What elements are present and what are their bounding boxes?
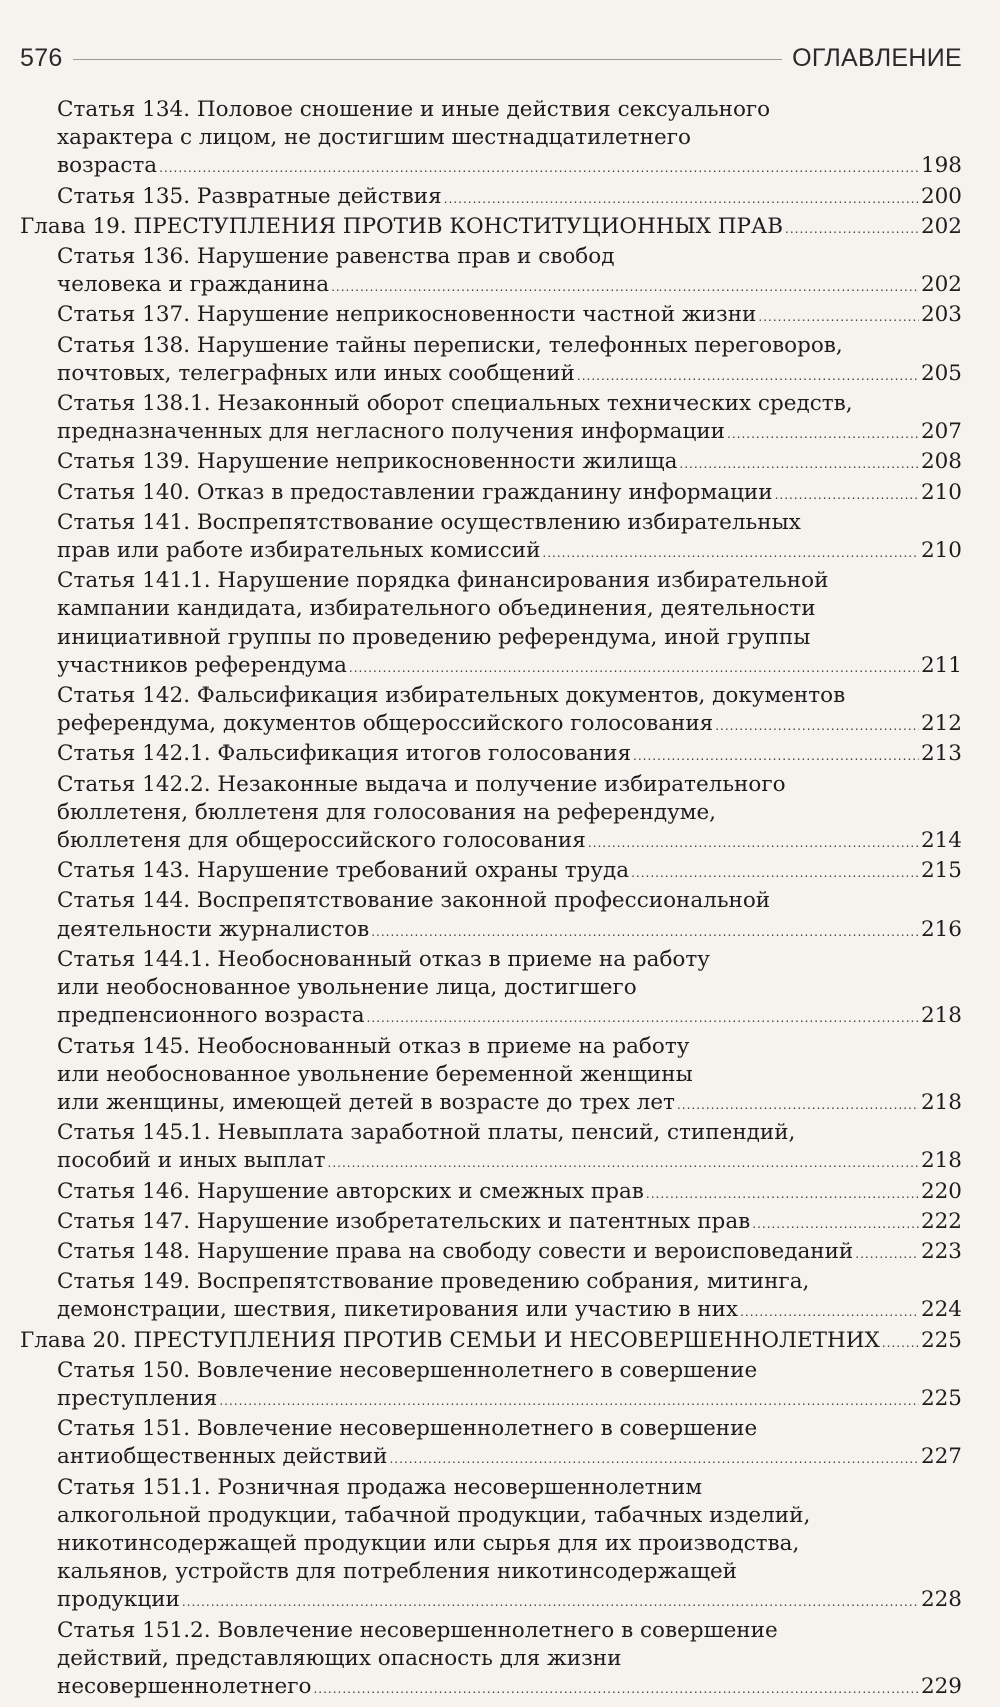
dot-leader bbox=[313, 1673, 918, 1703]
entry-page-number: 208 bbox=[920, 449, 962, 475]
entry-page-number: 203 bbox=[920, 302, 962, 328]
entry-title-line: Статья 139. Нарушение неприкосновенности жилища bbox=[57, 449, 678, 475]
toc-article-entry bbox=[20, 1119, 962, 1177]
entry-last-line bbox=[57, 1208, 962, 1238]
entry-page-number: 214 bbox=[920, 828, 962, 854]
entry-title-line: никотинсодержащей продукции или сырья для их производства, bbox=[57, 1530, 800, 1556]
toc-article-entry bbox=[20, 509, 962, 567]
entry-last-line bbox=[57, 1147, 962, 1177]
entry-title-line: Статья 149. Воспрепятствование проведению собрания, митинга, bbox=[57, 1269, 810, 1295]
toc-article-entry bbox=[20, 1033, 962, 1120]
entry-page-number: 213 bbox=[920, 741, 962, 767]
entry-page-number: 210 bbox=[920, 538, 962, 564]
toc-article-entry bbox=[20, 887, 962, 945]
toc-chapter-entry bbox=[20, 213, 962, 243]
toc-article-entry bbox=[20, 1617, 962, 1704]
section-title: ОГЛАВЛЕНИЕ bbox=[792, 44, 962, 72]
toc-article-entry bbox=[20, 1415, 962, 1473]
toc-article-entry bbox=[20, 682, 962, 740]
entry-title-line: Статья 142.2. Незаконные выдача и получение избирательного bbox=[57, 771, 786, 797]
dot-leader bbox=[389, 1443, 918, 1473]
entry-title-line: Статья 146. Нарушение авторских и смежных прав bbox=[57, 1178, 644, 1204]
entry-title-line: бюллетеня для общероссийского голосования bbox=[57, 828, 586, 854]
entry-last-line bbox=[57, 183, 962, 213]
entry-title-line: Глава 19. ПРЕСТУПЛЕНИЯ ПРОТИВ КОНСТИТУЦИОННЫХ ПРАВ bbox=[20, 213, 784, 239]
entry-last-line bbox=[57, 448, 962, 478]
entry-page-number: 225 bbox=[920, 1385, 962, 1411]
entry-title-line: антиобщественных действий bbox=[57, 1444, 388, 1470]
dot-leader bbox=[775, 479, 919, 509]
toc-article-entry bbox=[20, 301, 962, 331]
entry-last-line bbox=[57, 1443, 962, 1473]
toc-chapter-entry bbox=[20, 1327, 962, 1357]
entry-title-line: Глава 20. ПРЕСТУПЛЕНИЯ ПРОТИВ СЕМЬИ И НЕСОВЕРШЕННОЛЕТНИХ bbox=[20, 1327, 880, 1353]
entry-last-line bbox=[57, 479, 962, 509]
dot-leader bbox=[577, 360, 919, 390]
entry-page-number: 225 bbox=[920, 1327, 962, 1353]
entry-page-number: 215 bbox=[920, 858, 962, 884]
entry-title-line: Статья 141.1. Нарушение порядка финансирования избирательной bbox=[57, 568, 829, 594]
dot-leader bbox=[752, 1208, 919, 1238]
dot-leader bbox=[727, 418, 919, 448]
entry-title-line: кальянов, устройств для потребления никотинсодержащей bbox=[57, 1559, 738, 1585]
entry-last-line bbox=[57, 301, 962, 331]
dot-leader bbox=[542, 537, 919, 567]
entry-title-line: Статья 147. Нарушение изобретательских и патентных прав bbox=[57, 1208, 751, 1234]
entry-last-line bbox=[20, 213, 962, 243]
entry-last-line bbox=[57, 1002, 962, 1032]
entry-title-line: несовершеннолетнего bbox=[57, 1673, 312, 1699]
entry-last-line bbox=[57, 1385, 962, 1415]
entry-page-number: 229 bbox=[920, 1673, 962, 1699]
entry-title-line: или необоснованное увольнение лица, достигшего bbox=[57, 975, 637, 1001]
dot-leader bbox=[785, 213, 919, 243]
dot-leader bbox=[715, 710, 919, 740]
entry-title-line: или необоснованное увольнение беременной женщины bbox=[57, 1061, 693, 1087]
entry-title-line: Статья 134. Половое сношение и иные действия сексуального bbox=[57, 97, 771, 122]
entry-title-line: человека и гражданина bbox=[57, 272, 330, 298]
entry-title-line: Статья 135. Развратные действия bbox=[57, 183, 442, 209]
dot-leader bbox=[633, 740, 919, 770]
entry-title-line: референдума, документов общероссийского голосования bbox=[57, 711, 714, 737]
entry-title-line: инициативной группы по проведению референдума, иной группы bbox=[57, 624, 811, 650]
toc-article-entry bbox=[20, 857, 962, 887]
entry-title-line: демонстрации, шествия, пикетирования или участию в них bbox=[57, 1297, 739, 1323]
entry-last-line bbox=[57, 1089, 962, 1119]
toc-article-entry bbox=[20, 183, 962, 213]
entry-last-line bbox=[20, 1327, 962, 1357]
dot-leader bbox=[328, 1147, 919, 1177]
entry-title-line: участников референдума bbox=[57, 652, 347, 678]
entry-last-line bbox=[57, 360, 962, 390]
entry-title-line: Статья 145. Необоснованный отказ в приеме на работу bbox=[57, 1033, 690, 1059]
dot-leader bbox=[331, 271, 919, 301]
toc-article-entry bbox=[20, 1474, 962, 1617]
entry-page-number: 212 bbox=[920, 711, 962, 737]
entry-title-line: Статья 148. Нарушение права на свободу совести и вероисповеданий bbox=[57, 1238, 854, 1264]
dot-leader bbox=[219, 1385, 919, 1415]
dot-leader bbox=[679, 448, 919, 478]
entry-title-line: деятельности журналистов bbox=[57, 916, 370, 942]
toc-article-entry bbox=[20, 96, 962, 183]
entry-page-number: 222 bbox=[920, 1208, 962, 1234]
dot-leader bbox=[677, 1089, 919, 1119]
entry-title-line: продукции bbox=[57, 1587, 180, 1613]
running-header bbox=[20, 44, 962, 73]
entry-page-number: 223 bbox=[920, 1238, 962, 1264]
entry-title-line: предпенсионного возраста bbox=[57, 1003, 365, 1029]
entry-title-line: Статья 151.1. Розничная продажа несовершеннолетним bbox=[57, 1474, 703, 1500]
header-rule bbox=[73, 59, 783, 60]
entry-title-line: кампании кандидата, избирательного объединения, деятельности bbox=[57, 596, 816, 622]
entry-title-line: Статья 136. Нарушение равенства прав и свобод bbox=[57, 244, 615, 270]
entry-last-line bbox=[57, 652, 962, 682]
entry-page-number: 218 bbox=[920, 1003, 962, 1029]
dot-leader bbox=[588, 827, 919, 857]
entry-last-line bbox=[57, 418, 962, 448]
toc-article-entry bbox=[20, 946, 962, 1033]
entry-title-line: Статья 142.1. Фальсификация итогов голосования bbox=[57, 741, 632, 767]
entry-page-number: 198 bbox=[920, 153, 962, 179]
toc-article-entry bbox=[20, 1238, 962, 1268]
entry-page-number: 202 bbox=[920, 272, 962, 298]
entry-page-number: 224 bbox=[920, 1297, 962, 1323]
entry-title-line: Статья 141. Воспрепятствование осуществлению избирательных bbox=[57, 509, 801, 535]
entry-page-number: 220 bbox=[920, 1178, 962, 1204]
entry-title-line: Статья 138. Нарушение тайны переписки, телефонных переговоров, bbox=[57, 332, 843, 358]
entry-last-line bbox=[57, 152, 962, 182]
entry-title-line: Статья 144. Воспрепятствование законной профессиональной bbox=[57, 888, 771, 914]
entry-title-line: прав или работе избирательных комиссий bbox=[57, 538, 541, 564]
entry-last-line bbox=[57, 1238, 962, 1268]
toc-article-entry bbox=[20, 567, 962, 682]
entry-title-line: Статья 142. Фальсификация избирательных документов, документов bbox=[57, 683, 846, 709]
entry-page-number: 210 bbox=[920, 479, 962, 505]
entry-title-line: Статья 151. Вовлечение несовершеннолетнего в совершение bbox=[57, 1416, 758, 1442]
entry-last-line bbox=[57, 710, 962, 740]
entry-title-line: Статья 144.1. Необоснованный отказ в приеме на работу bbox=[57, 946, 710, 972]
toc-article-entry bbox=[20, 1178, 962, 1208]
entry-title-line: возраста bbox=[57, 153, 158, 179]
entry-title-line: характера с лицом, не достигшим шестнадцатилетнего bbox=[57, 125, 691, 151]
dot-leader bbox=[758, 301, 919, 331]
entry-title-line: предназначенных для негласного получения информации bbox=[57, 419, 725, 445]
entry-page-number: 207 bbox=[920, 419, 962, 445]
entry-last-line bbox=[57, 857, 962, 887]
entry-page-number: 216 bbox=[920, 916, 962, 942]
entry-title-line: пособий и иных выплат bbox=[57, 1148, 326, 1174]
entry-last-line bbox=[57, 740, 962, 770]
dot-leader bbox=[182, 1586, 919, 1616]
toc-article-entry bbox=[20, 332, 962, 390]
toc-article-entry bbox=[20, 1268, 962, 1326]
entry-page-number: 227 bbox=[920, 1444, 962, 1470]
dot-leader bbox=[855, 1238, 919, 1268]
entry-page-number: 200 bbox=[920, 183, 962, 209]
toc-article-entry bbox=[20, 1208, 962, 1238]
entry-last-line bbox=[57, 537, 962, 567]
entry-title-line: Статья 137. Нарушение неприкосновенности частной жизни bbox=[57, 302, 757, 328]
dot-leader bbox=[371, 916, 919, 946]
toc-article-entry bbox=[20, 1357, 962, 1415]
entry-page-number: 202 bbox=[920, 213, 962, 239]
entry-page-number: 218 bbox=[920, 1089, 962, 1115]
entry-title-line: почтовых, телеграфных или иных сообщений bbox=[57, 360, 575, 386]
dot-leader bbox=[740, 1296, 919, 1326]
dot-leader bbox=[882, 1327, 919, 1357]
entry-page-number: 218 bbox=[920, 1148, 962, 1174]
entry-title-line: Статья 143. Нарушение требований охраны труда bbox=[57, 858, 630, 884]
toc-article-entry bbox=[20, 771, 962, 858]
dot-leader bbox=[646, 1178, 919, 1208]
entry-title-line: Статья 150. Вовлечение несовершеннолетнего в совершение bbox=[57, 1357, 758, 1383]
toc-article-entry bbox=[20, 448, 962, 478]
toc-article-entry bbox=[20, 740, 962, 770]
entry-title-line: алкогольной продукции, табачной продукции, табачных изделий, bbox=[57, 1502, 811, 1528]
entry-last-line bbox=[57, 1296, 962, 1326]
entry-title-line: Статья 151.2. Вовлечение несовершеннолетнего в совершение bbox=[57, 1617, 778, 1643]
entry-last-line bbox=[57, 1673, 962, 1703]
entry-title-line: бюллетеня, бюллетеня для голосования на референдуме, bbox=[57, 799, 717, 825]
entry-last-line bbox=[57, 1178, 962, 1208]
dot-leader bbox=[349, 652, 919, 682]
entry-title-line: действий, представляющих опасность для жизни bbox=[57, 1645, 622, 1671]
entry-last-line bbox=[57, 1586, 962, 1616]
dot-leader bbox=[367, 1002, 919, 1032]
entry-title-line: Статья 140. Отказ в предоставлении гражданину информации bbox=[57, 479, 773, 505]
dot-leader bbox=[159, 152, 919, 182]
dot-leader bbox=[631, 857, 919, 887]
entry-last-line bbox=[57, 827, 962, 857]
entry-last-line bbox=[57, 271, 962, 301]
entry-title-line: или женщины, имеющей детей в возрасте до трех лет bbox=[57, 1089, 675, 1115]
entry-page-number: 205 bbox=[920, 360, 962, 386]
entry-title-line: Статья 145.1. Невыплата заработной платы, пенсий, стипендий, bbox=[57, 1120, 796, 1146]
entry-last-line bbox=[57, 916, 962, 946]
entry-page-number: 228 bbox=[920, 1587, 962, 1613]
toc-article-entry bbox=[20, 390, 962, 448]
toc-article-entry bbox=[20, 243, 962, 301]
page-number: 576 bbox=[20, 44, 63, 72]
dot-leader bbox=[444, 183, 919, 213]
entry-title-line: преступления bbox=[57, 1385, 218, 1411]
entry-title-line: Статья 138.1. Незаконный оборот специальных технических средств, bbox=[57, 391, 853, 417]
entry-page-number: 211 bbox=[920, 652, 962, 678]
toc-article-entry bbox=[20, 479, 962, 509]
table-of-contents bbox=[20, 96, 962, 1703]
